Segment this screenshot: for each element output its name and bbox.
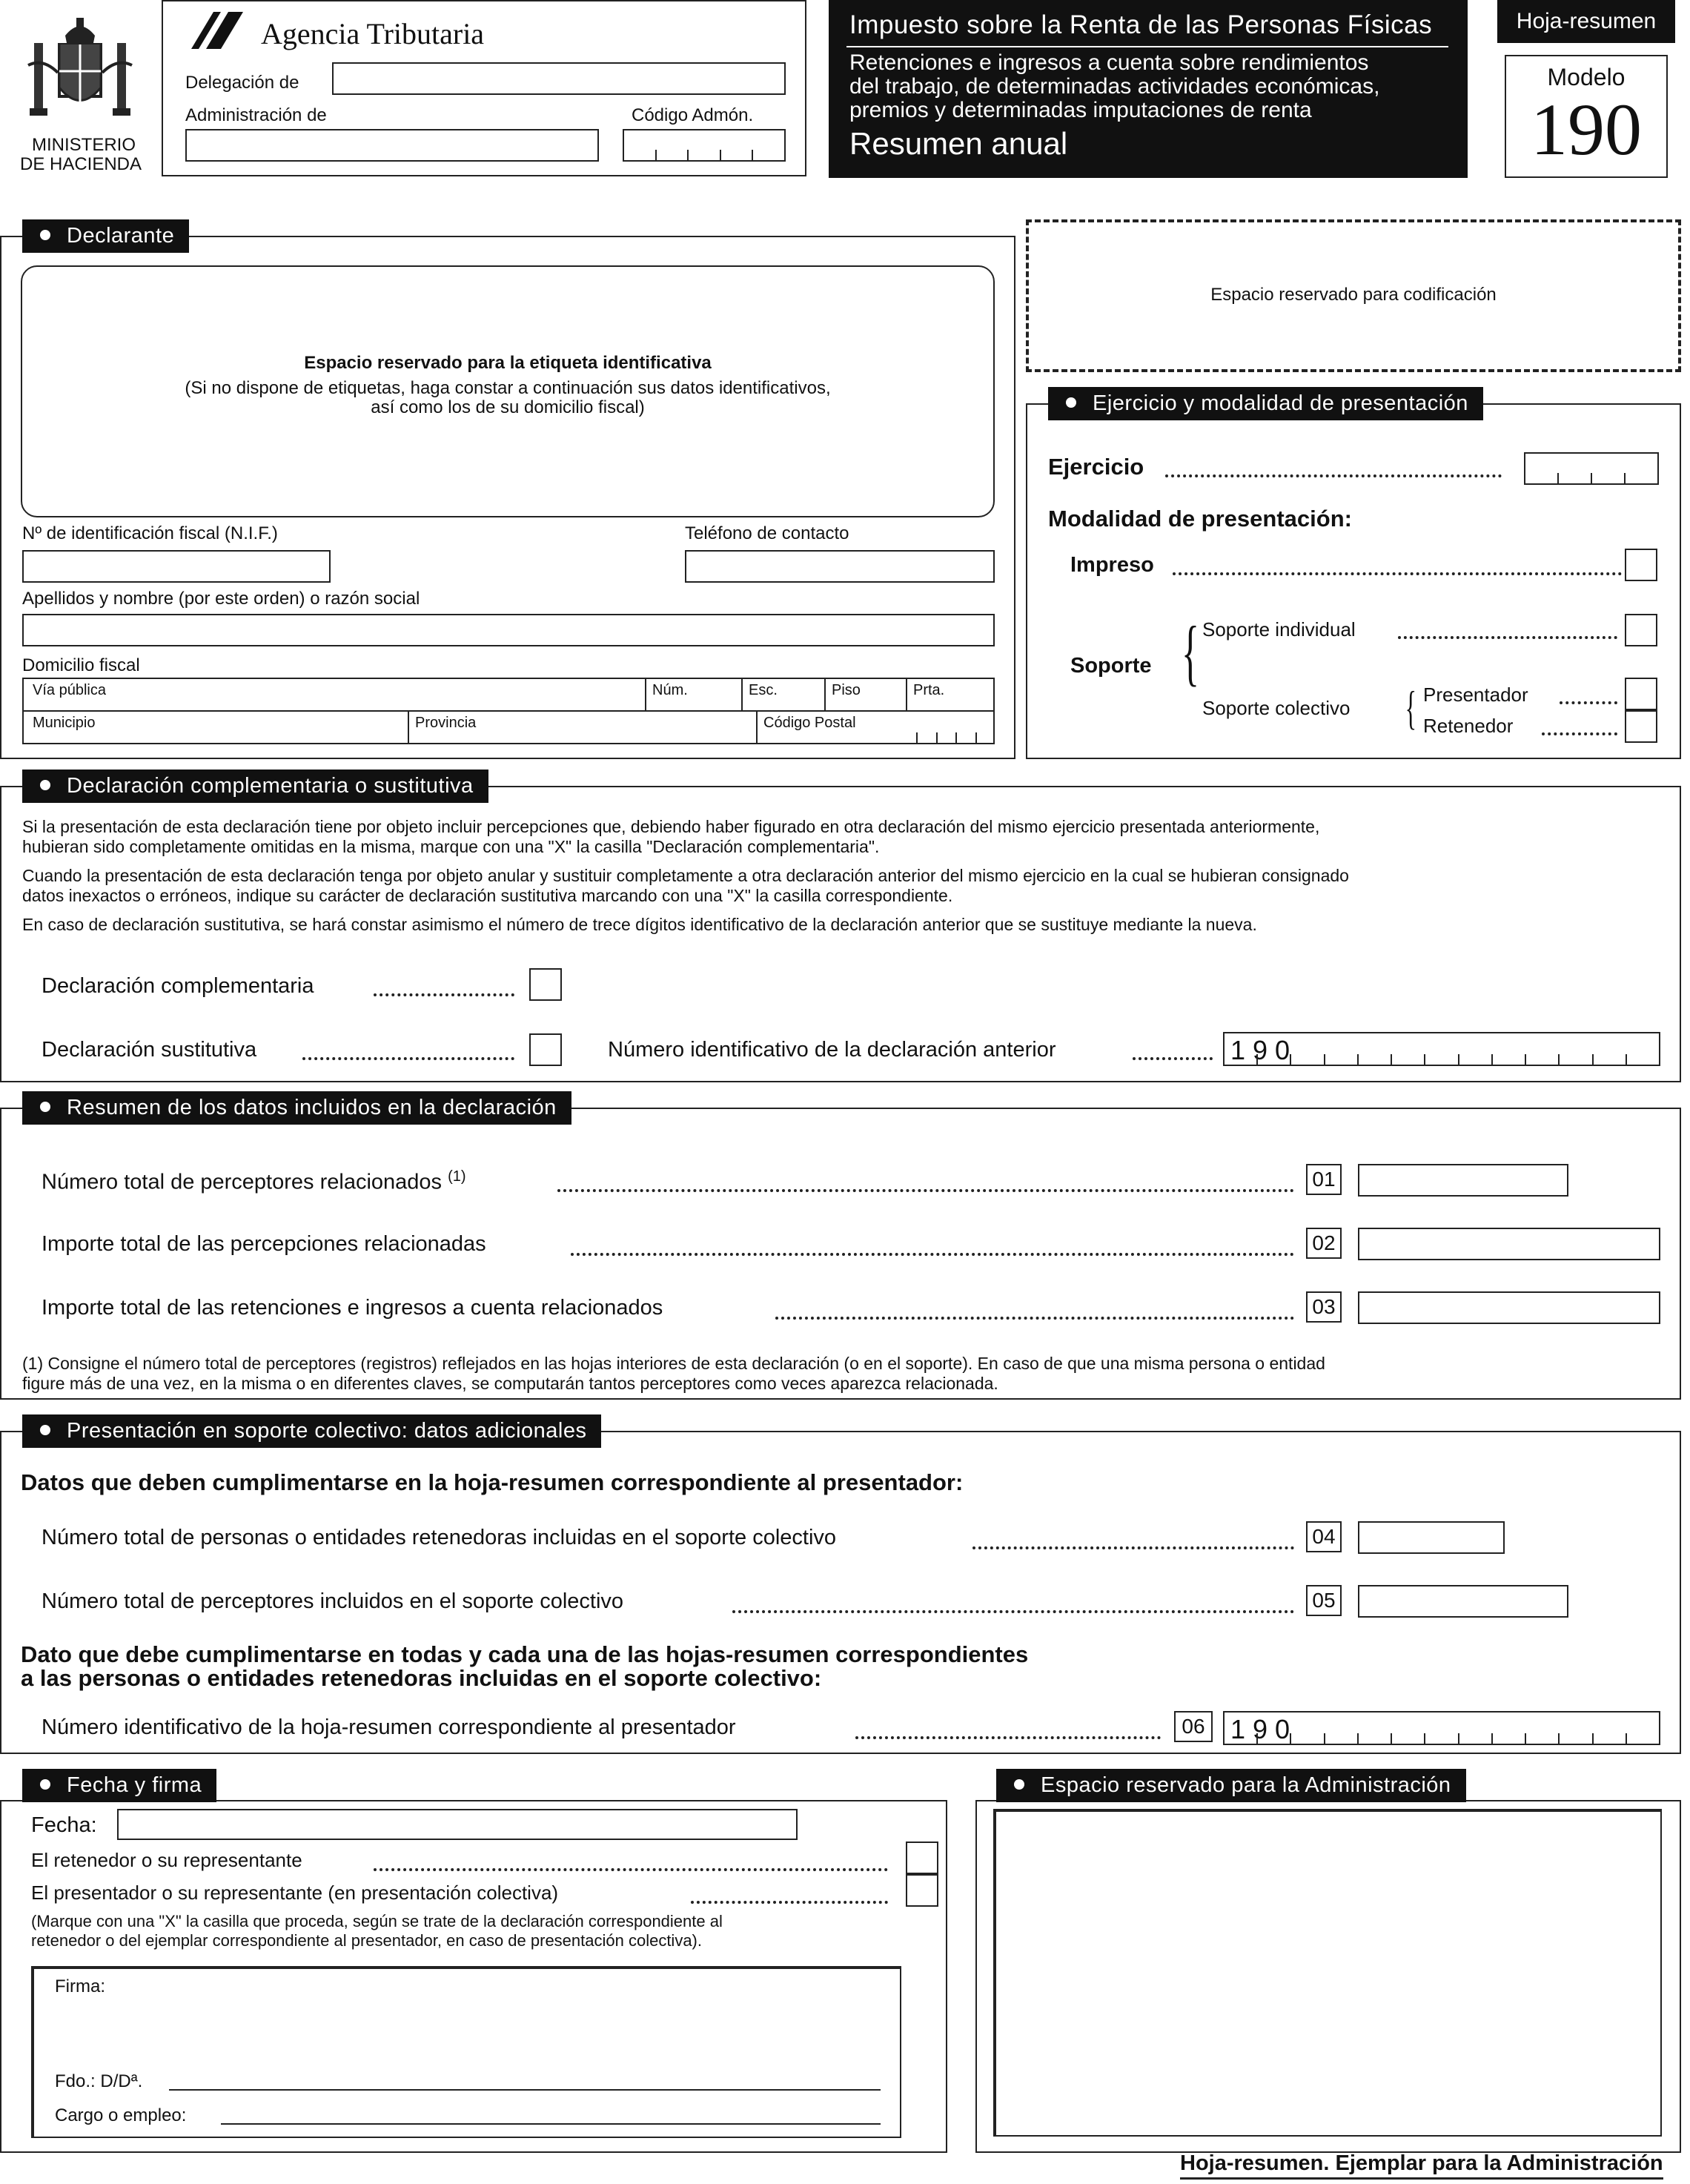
soporte-individual-checkbox[interactable] xyxy=(1625,614,1657,646)
codificacion-box xyxy=(1026,219,1681,372)
etiqueta-line-2: así como los de su domicilio fiscal) xyxy=(371,397,645,417)
presentador-checkbox[interactable] xyxy=(1625,678,1657,710)
soporte-colectivo-label: Soporte colectivo xyxy=(1202,697,1351,719)
retenedor-firma-label: El retenedor o su representante xyxy=(31,1849,302,1871)
fdo-label: Fdo.: D/Dª. xyxy=(55,2071,143,2091)
bullet-icon xyxy=(40,230,50,240)
nif-input[interactable] xyxy=(22,550,331,583)
hoja-resumen-tag: Hoja-resumen xyxy=(1497,0,1675,43)
telefono-input[interactable] xyxy=(685,550,995,583)
code-02: 02 xyxy=(1306,1228,1342,1259)
complementaria-label: Declaración complementaria xyxy=(42,974,314,998)
resumen-header xyxy=(22,1091,571,1125)
bullet-icon xyxy=(40,1102,50,1112)
agency-logo-icon xyxy=(191,12,243,49)
colectivo-header xyxy=(22,1414,601,1448)
code-06: 06 xyxy=(1174,1711,1213,1742)
ejercicio-title: Ejercicio y modalidad de presentación xyxy=(1093,391,1468,415)
complementaria-checkbox[interactable] xyxy=(529,968,562,1001)
codigo-admon-input[interactable] xyxy=(623,129,786,162)
bullet-icon xyxy=(40,1779,50,1790)
bullet-icon xyxy=(40,780,50,790)
sustitutiva-checkbox[interactable] xyxy=(529,1033,562,1066)
impreso-label: Impreso xyxy=(1070,553,1154,577)
row2-label: Importe total de las percepciones relacionadas xyxy=(42,1232,486,1256)
fecha-input[interactable] xyxy=(117,1809,798,1840)
row1-leader xyxy=(557,1189,1294,1192)
row4-leader xyxy=(972,1546,1294,1549)
code-05: 05 xyxy=(1306,1585,1342,1616)
code-01: 01 xyxy=(1306,1164,1342,1195)
bullet-icon xyxy=(1066,397,1076,408)
row1-note: (1) xyxy=(448,1168,466,1185)
firma-label: Firma: xyxy=(55,1976,105,1996)
title-panel xyxy=(829,0,1468,178)
modelo-box xyxy=(1505,55,1668,178)
numero-anterior-label: Número identificativo de la declaración anterior xyxy=(608,1038,1056,1062)
soporte-individual-leader xyxy=(1398,636,1617,639)
retenedor-checkbox[interactable] xyxy=(1625,710,1657,743)
sustitutiva-leader xyxy=(302,1057,514,1060)
soporte-label: Soporte xyxy=(1070,654,1152,678)
numero-anterior-input[interactable] xyxy=(1223,1032,1660,1066)
ejercicio-leader xyxy=(1165,474,1502,477)
complementaria-p1-2: hubieran sido completamente omitidas en la misma, marque con una "X" la casilla "Declaración complementaria". xyxy=(22,837,880,856)
agency-name: Agencia Tributaria xyxy=(261,17,485,50)
complementaria-header xyxy=(22,770,488,803)
row5-label: Número total de perceptores incluidos en el soporte colectivo xyxy=(42,1589,624,1613)
code-03: 03 xyxy=(1306,1291,1342,1323)
row5-leader xyxy=(732,1610,1294,1613)
row1-label xyxy=(42,1168,466,1195)
retenedor-firma-checkbox[interactable] xyxy=(906,1841,938,1874)
retenedor-label: Retenedor xyxy=(1423,715,1514,737)
numero-anterior-prefix: 190 xyxy=(1230,1035,1298,1065)
apellidos-label: Apellidos y nombre (por este orden) o razón social xyxy=(22,589,420,609)
impreso-leader xyxy=(1173,572,1622,575)
row3-label: Importe total de las retenciones e ingresos a cuenta relacionados xyxy=(42,1296,663,1320)
administracion-label: Administración de xyxy=(185,105,327,125)
row6-label: Número identificativo de la hoja-resumen correspondiente al presentador xyxy=(42,1715,736,1739)
etiqueta-title: Espacio reservado para la etiqueta identificativa xyxy=(304,353,712,373)
administracion-box xyxy=(993,1809,1662,2137)
firma-note-2: retenedor o del ejemplar correspondiente al presentador, en caso de presentación colectiva). xyxy=(31,1931,702,1950)
row6-input[interactable] xyxy=(1223,1711,1660,1745)
row3-input[interactable] xyxy=(1358,1291,1660,1324)
declarante-header xyxy=(22,219,189,253)
colectivo-heading-2-1: Dato que debe cumplimentarse en todas y cada una de las hojas-resumen correspondientes xyxy=(21,1641,1029,1667)
municipio-field[interactable]: Municipio xyxy=(33,715,96,731)
tax-name: Impuesto sobre la Renta de las Personas Físicas xyxy=(849,10,1433,39)
modelo-label: Modelo xyxy=(1547,64,1626,90)
bullet-icon xyxy=(1014,1779,1024,1790)
ejercicio-header xyxy=(1048,387,1483,420)
via-publica-field[interactable]: Vía pública xyxy=(33,682,106,698)
complementaria-p2-2: datos inexactos o erróneos, indique su carácter de declaración sustitutiva marcando con una "X" la casilla correspondiente. xyxy=(22,886,953,905)
codigo-admon-label: Código Admón. xyxy=(632,105,754,125)
administracion-header xyxy=(996,1769,1466,1802)
domicilio-grid xyxy=(22,678,995,744)
etiqueta-line-1: (Si no dispone de etiquetas, haga constar a continuación sus datos identificativos, xyxy=(185,378,831,398)
colectivo-heading-2-2: a las personas o entidades retenedoras incluidas en el soporte colectivo: xyxy=(21,1665,822,1691)
colectivo-title: Presentación en soporte colectivo: datos adicionales xyxy=(67,1419,587,1443)
subtitle-line-2: del trabajo, de determinadas actividades económicas, xyxy=(849,74,1380,99)
agency-box xyxy=(162,0,806,176)
presentador-firma-checkbox[interactable] xyxy=(906,1874,938,1907)
row1-label-text: Número total de perceptores relacionados xyxy=(42,1170,443,1194)
impreso-checkbox[interactable] xyxy=(1625,549,1657,581)
resumen-title: Resumen de los datos incluidos en la declaración xyxy=(67,1096,557,1119)
codigo-postal-field[interactable]: Código Postal xyxy=(763,715,856,731)
firma-title: Fecha y firma xyxy=(67,1773,202,1797)
esc-field[interactable]: Esc. xyxy=(749,682,778,698)
row5-input[interactable] xyxy=(1358,1585,1568,1618)
firma-note-1: (Marque con una "X" la casilla que proceda, según se trate de la declaración correspondiente al xyxy=(31,1912,723,1930)
complementaria-p1-1: Si la presentación de esta declaración tiene por objeto incluir percepciones que, debiendo haber figurado en otra declaración del mismo ejercicio presentada anteriormente, xyxy=(22,817,1320,836)
row1-input[interactable] xyxy=(1358,1164,1568,1197)
codigo-postal-ticks xyxy=(898,732,995,743)
colectivo-brace-icon: { xyxy=(1405,681,1417,734)
etiqueta-box xyxy=(21,265,995,517)
subtitle-line-1: Retenciones e ingresos a cuenta sobre rendimientos xyxy=(849,50,1369,75)
num-field[interactable]: Núm. xyxy=(652,682,688,698)
ejercicio-input[interactable] xyxy=(1524,452,1659,485)
modalidad-label: Modalidad de presentación: xyxy=(1048,506,1352,532)
delegacion-label: Delegación de xyxy=(185,73,299,93)
row2-input[interactable] xyxy=(1358,1228,1660,1260)
coat-of-arms-icon xyxy=(13,13,147,132)
prta-field[interactable]: Prta. xyxy=(913,682,945,698)
soporte-brace-icon: { xyxy=(1182,611,1199,693)
presentador-firma-label: El presentador o su representante (en presentación colectiva) xyxy=(31,1882,559,1904)
ejercicio-label: Ejercicio xyxy=(1048,454,1144,480)
modelo-number: 190 xyxy=(1531,88,1642,171)
code-04: 04 xyxy=(1306,1521,1342,1552)
retenedor-firma-leader xyxy=(374,1868,888,1871)
retenedor-leader xyxy=(1542,732,1617,735)
soporte-individual-label: Soporte individual xyxy=(1202,618,1356,641)
presentador-firma-leader xyxy=(691,1901,888,1904)
complementaria-leader xyxy=(374,993,514,996)
administracion-title: Espacio reservado para la Administración xyxy=(1041,1773,1451,1797)
row3-leader xyxy=(775,1317,1294,1320)
resumen-footnote-1: (1) Consigne el número total de perceptores (registros) reflejados en las hojas interiores de esta declaración (o en el soporte). En caso de que una misma persona o entidad xyxy=(22,1354,1325,1373)
delegacion-input[interactable] xyxy=(332,62,786,95)
row6-prefix: 190 xyxy=(1230,1714,1298,1744)
sustitutiva-label: Declaración sustitutiva xyxy=(42,1038,257,1062)
numero-anterior-leader xyxy=(1133,1057,1213,1060)
subtitle-line-3: premios y determinadas imputaciones de renta xyxy=(849,98,1312,122)
row4-input[interactable] xyxy=(1358,1521,1505,1554)
presentador-label: Presentador xyxy=(1423,684,1528,706)
apellidos-input[interactable] xyxy=(22,614,995,646)
resumen-footnote-2: figure más de una vez, en la misma o en diferentes claves, se computarán tantos perceptores como veces aparezca relacionada. xyxy=(22,1374,998,1393)
telefono-label: Teléfono de contacto xyxy=(685,523,849,543)
presentador-leader xyxy=(1560,701,1617,704)
ministry-name-1: MINISTERIO xyxy=(31,135,136,155)
footer-text: Hoja-resumen. Ejemplar para la Administración xyxy=(1180,2151,1663,2180)
fecha-label: Fecha: xyxy=(31,1813,97,1837)
provincia-field[interactable]: Provincia xyxy=(415,715,477,731)
piso-field[interactable]: Piso xyxy=(832,682,861,698)
complementaria-p2-1: Cuando la presentación de esta declaración tenga por objeto anular y sustituir completamente a otra declaración anterior del mismo ejercicio en la cual se hubieran consignado xyxy=(22,866,1349,885)
colectivo-heading-1: Datos que deben cumplimentarse en la hoja-resumen correspondiente al presentador: xyxy=(21,1469,964,1495)
ministry-logo xyxy=(13,13,147,173)
codificacion-text: Espacio reservado para codificación xyxy=(1210,285,1497,305)
complementaria-title: Declaración complementaria o sustitutiva xyxy=(67,774,474,798)
cargo-label: Cargo o empleo: xyxy=(55,2105,187,2125)
resumen-anual: Resumen anual xyxy=(849,126,1068,161)
administracion-input[interactable] xyxy=(185,129,599,162)
ministry-name-2: DE HACIENDA xyxy=(19,154,142,174)
nif-label: Nº de identificación fiscal (N.I.F.) xyxy=(22,523,278,543)
declarante-title: Declarante xyxy=(67,224,175,248)
row4-label: Número total de personas o entidades retenedoras incluidas en el soporte colectivo xyxy=(42,1526,837,1549)
domicilio-label: Domicilio fiscal xyxy=(22,655,140,675)
firma-box[interactable] xyxy=(31,1966,901,2138)
bullet-icon xyxy=(40,1425,50,1435)
row2-leader xyxy=(571,1253,1294,1256)
complementaria-p3: En caso de declaración sustitutiva, se hará constar asimismo el número de trece dígitos identificativo de la declaración anterior que se sustituye mediante la nueva. xyxy=(22,915,1257,934)
firma-header xyxy=(22,1769,216,1802)
row6-leader xyxy=(855,1736,1161,1739)
